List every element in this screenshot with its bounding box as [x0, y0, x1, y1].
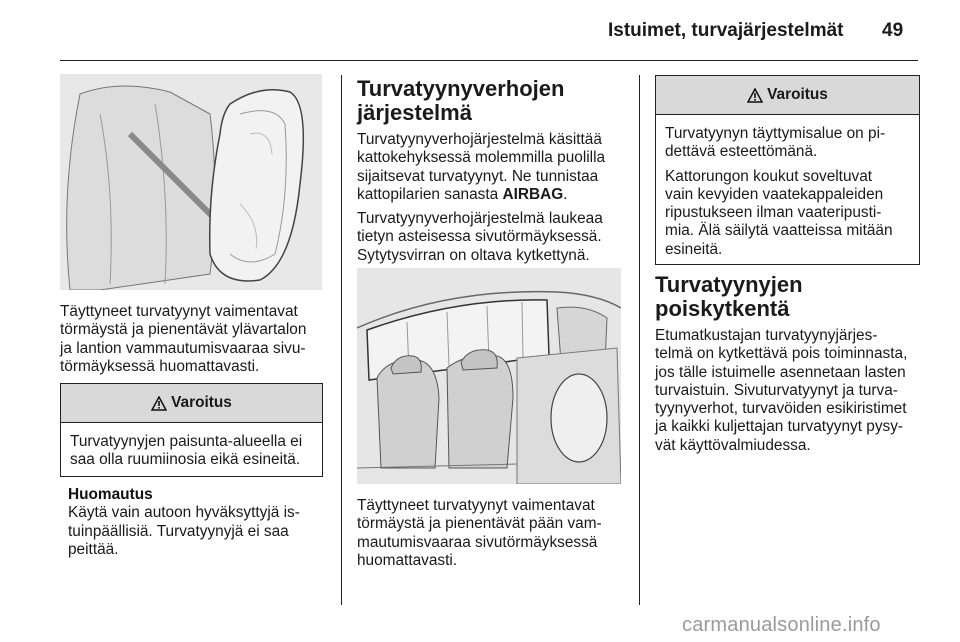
note-line-1: Käytä vain autoon hyväksyttyjä is- [68, 504, 300, 522]
page-title: Istuimet, turvajärjestelmät [608, 20, 844, 41]
column-divider-right [639, 75, 640, 605]
left-warning-line-2: saa olla ruumiinosia eikä esineitä. [70, 451, 301, 469]
side-airbag-drawing [60, 74, 322, 290]
middle-paragraph-1: Turvatyynyverhojärjestelmä käsittää kattokehyksessä molemmilla puolilla sijaitsevat turvatyynyt. Ne tunnistaa kattopilarien sanasta AIRBAG. [357, 131, 606, 203]
left-warning-box [60, 383, 323, 477]
note-label: Huomautus [68, 486, 153, 503]
left-warning-header [61, 384, 322, 423]
side-airbag-illustration [60, 74, 322, 290]
left-caption-line-3: ja lantion vammautumisvaaraa sivu- [60, 339, 306, 357]
right-warning-header [656, 76, 919, 115]
right-warning-box [655, 75, 920, 265]
page-number: 49 [882, 20, 904, 41]
right-warning-paragraph-1: Turvatyynyn täyttymisalue on pi- dettävä esteettömänä. [665, 125, 886, 161]
watermark: carmanualsonline.info [682, 614, 881, 636]
left-figure-caption [60, 303, 330, 376]
left-warning-title: Varoitus [171, 394, 232, 411]
airbag-deactivation-heading: Turvatyynyjen poiskytkentä [655, 272, 803, 321]
note-line-3: peittää. [68, 540, 119, 558]
note-line-2: tuinpäällisiä. Turvatyynyjä ei saa [68, 522, 289, 540]
right-warning-body [656, 115, 919, 267]
left-caption-line-4: törmäyksessä huomattavasti. [60, 357, 260, 375]
curtain-airbag-illustration [357, 268, 621, 484]
page-header [0, 0, 960, 62]
left-warning-line-1: Turvatyynyjen paisunta-alueella ei [70, 433, 303, 450]
header-divider [60, 60, 918, 61]
curtain-airbag-drawing [357, 268, 621, 484]
curtain-airbag-heading: Turvatyynyverhojen järjestelmä [357, 76, 565, 125]
middle-column-text [357, 77, 627, 265]
right-paragraph: Etumatkustajan turvatyynyjärjes- telmä on kytkettävä pois toiminnasta, jos tälle istuimelle asennetaan lasten turvaistuin. Sivuturvatyynyt ja turva- tyynyverhot, turvavöiden esikiristimet ja kaikki kuljettajan turvatyynyt pysy- vät käyttövalmiudessa. [655, 327, 908, 454]
right-warning-paragraph-2: Kattorungon koukut soveltuvat vain kevyiden vaatekappaleiden ripustukseen ilman vaateripusti- mia. Älä säilytä vaatteissa mitään esineitä. [665, 167, 893, 258]
left-warning-body [61, 423, 322, 478]
left-note [68, 486, 330, 559]
left-caption-line-1: Täyttyneet turvatyynyt vaimentavat [60, 303, 298, 320]
right-warning-title: Varoitus [767, 86, 828, 103]
airbag-label: AIRBAG [502, 185, 564, 203]
warning-triangle-icon [151, 396, 167, 411]
column-divider-left [341, 75, 342, 605]
middle-paragraph-2: Turvatyynyverhojärjestelmä laukeaa tietyn asteisessa sivutörmäyksessä. Sytytysvirran on oltava kytkettynä. [357, 210, 603, 264]
warning-triangle-icon [747, 88, 763, 103]
right-column-text [655, 273, 925, 455]
middle-figure-caption: Täyttyneet turvatyynyt vaimentavat törmäystä ja pienentävät pään vam- mautumisvaaraa sivutörmäyksessä huomattavasti. [357, 497, 602, 569]
left-caption-line-2: törmäystä ja pienentävät ylävartalon [60, 321, 307, 339]
